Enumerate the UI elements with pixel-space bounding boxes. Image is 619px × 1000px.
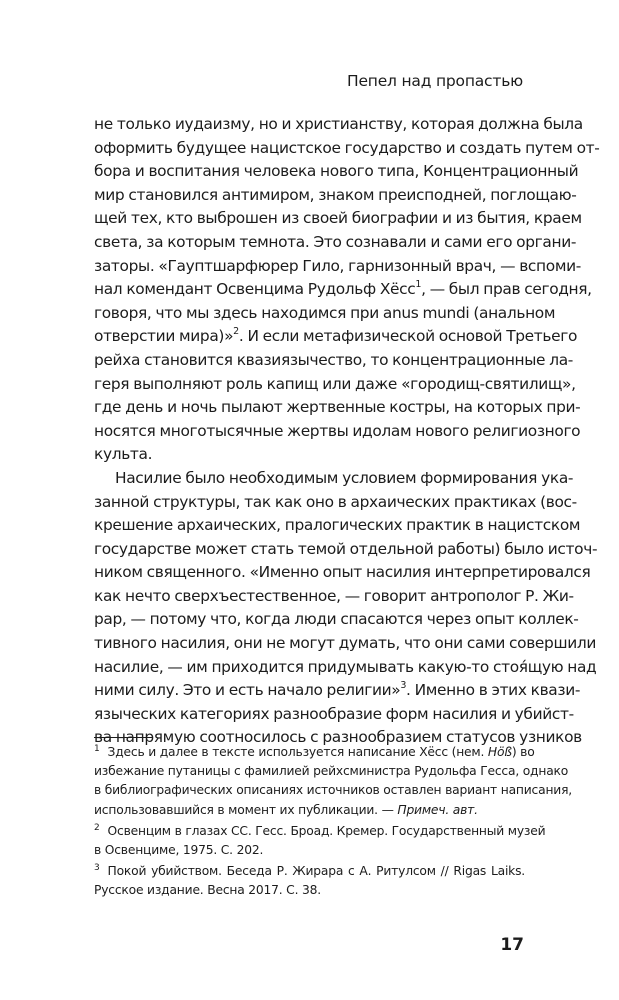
text-line: щей тех, кто выброшен из своей биографии и из бытия, краем [94,209,582,228]
text-line: рар, — потому что, когда люди спасаются через опыт коллек- [94,610,579,629]
text-line: мир становился антимиром, знаком преисподней, поглощаю- [94,185,577,204]
text-line: не только иудаизму, но и христианству, которая должна была [94,115,583,133]
text-line: где день и ночь пылают жертвенные костры, на которых при- [94,398,581,417]
text-line: Насилие было необходимым условием формирования ука- [115,468,574,487]
text-line: ником священного. «Именно опыт насилия интерпретировался [94,563,591,582]
text-line: ва напрямую соотносилось с разнообразием статусов узников [94,728,582,747]
text-line [94,278,592,302]
text-line: занной структуры, так как оно в архаических практиках (вос- [94,492,577,511]
paragraph-1 [94,113,600,467]
text-line: 1 Здесь и далее в тексте используется написание Хёсс (нем. Höß) во [94,743,535,759]
footnote-ref-3[interactable]: 3 [400,680,407,692]
text-line: рейха становится квазиязычество, то концентрационные ла- [94,350,573,369]
text-segment: ними силу. Это и есть начало религии» [94,681,401,700]
page-number: 17 [500,935,524,955]
text-line: тивного насилия, они не могут думать, что они сами совершили [94,634,596,653]
footnote-ref-2[interactable]: 2 [233,326,239,338]
text-line: бора и воспитания человека нового типа, Концентрационный [94,162,579,181]
text-line: языческих категориях разнообразие форм насилия и убийст- [94,704,574,723]
footnote-divider [94,737,152,738]
text-line [94,679,581,703]
text-segment: отверстии мира)» [94,327,234,346]
text-line: в библиографических описаниях источников оставлен вариант написания, [94,783,572,798]
text-line: 2 Освенцим в глазах СС. Гесс. Броад. Кремер. Государственный музей [94,822,546,838]
text-line: крешение архаических, пралогических практик в нацистском [94,516,581,535]
text-line [94,325,578,349]
text-segment: . И если метафизической основой Третьего [238,327,578,346]
footnote-2 [94,822,546,860]
text-line: как нечто сверхъестественное, — говорит антрополог Р. Жи- [94,586,574,605]
text-line: использовавшийся в момент их публикации. — Примеч. авт. [94,802,478,817]
text-line: 3 Покой убийством. Беседа Р. Жирара с А. Ритулсом // Rigas Laiks. [94,863,525,879]
footnote-text: Покой убийством. Беседа Р. Жирара с А. Ритулсом // Rigas Laiks. [107,864,525,879]
text-line: заторы. «Гауптшарфюрер Гило, гарнизонный врач, — вспоми- [94,256,581,275]
footnote-text: Здесь и далее в тексте используется написание Хёсс (нем. Höß) во [107,745,535,759]
text-line: насилие, — им приходится придумывать какую-то стоя́щую над [94,657,597,676]
text-line: носятся многотысячные жертвы идолам нового религиозного [94,421,581,440]
text-line: геря выполняют роль капищ или даже «городищ-святилищ», [94,374,576,393]
footnote-1 [94,743,572,820]
text-line: говоря, что мы здесь находимся при anus mundi (анальном [94,303,556,322]
text-segment: . Именно в этих квази- [406,681,581,700]
text-segment: , — был прав сегодня, [421,280,592,299]
text-line: в Освенциме, 1975. С. 202. [94,843,264,858]
text-line: культа. [94,445,153,464]
footnote-text: Освенцим в глазах СС. Гесс. Броад. Кремер. Государственный музей [107,823,546,838]
text-line: оформить будущее нацистское государство и создать путем от- [94,138,600,157]
main-text [94,113,600,750]
text-line: государстве может стать темой отдельной работы) было источ- [94,539,598,558]
text-line: Русское издание. Весна 2017. С. 38. [94,883,321,898]
footnote-ref-1[interactable]: 1 [415,279,422,291]
running-header: Пепел над пропастью [347,72,523,90]
text-segment: нал комендант Освенцима Рудольф Хёсс [94,280,416,299]
footnotes [94,743,572,903]
footnote-3 [94,862,525,900]
text-line: света, за которым темнота. Это сознавали и сами его органи- [94,232,577,251]
text-line: избежание путаницы с фамилией рейхсминистра Рудольфа Гесса, однако [94,764,569,779]
paragraph-2 [94,467,598,750]
